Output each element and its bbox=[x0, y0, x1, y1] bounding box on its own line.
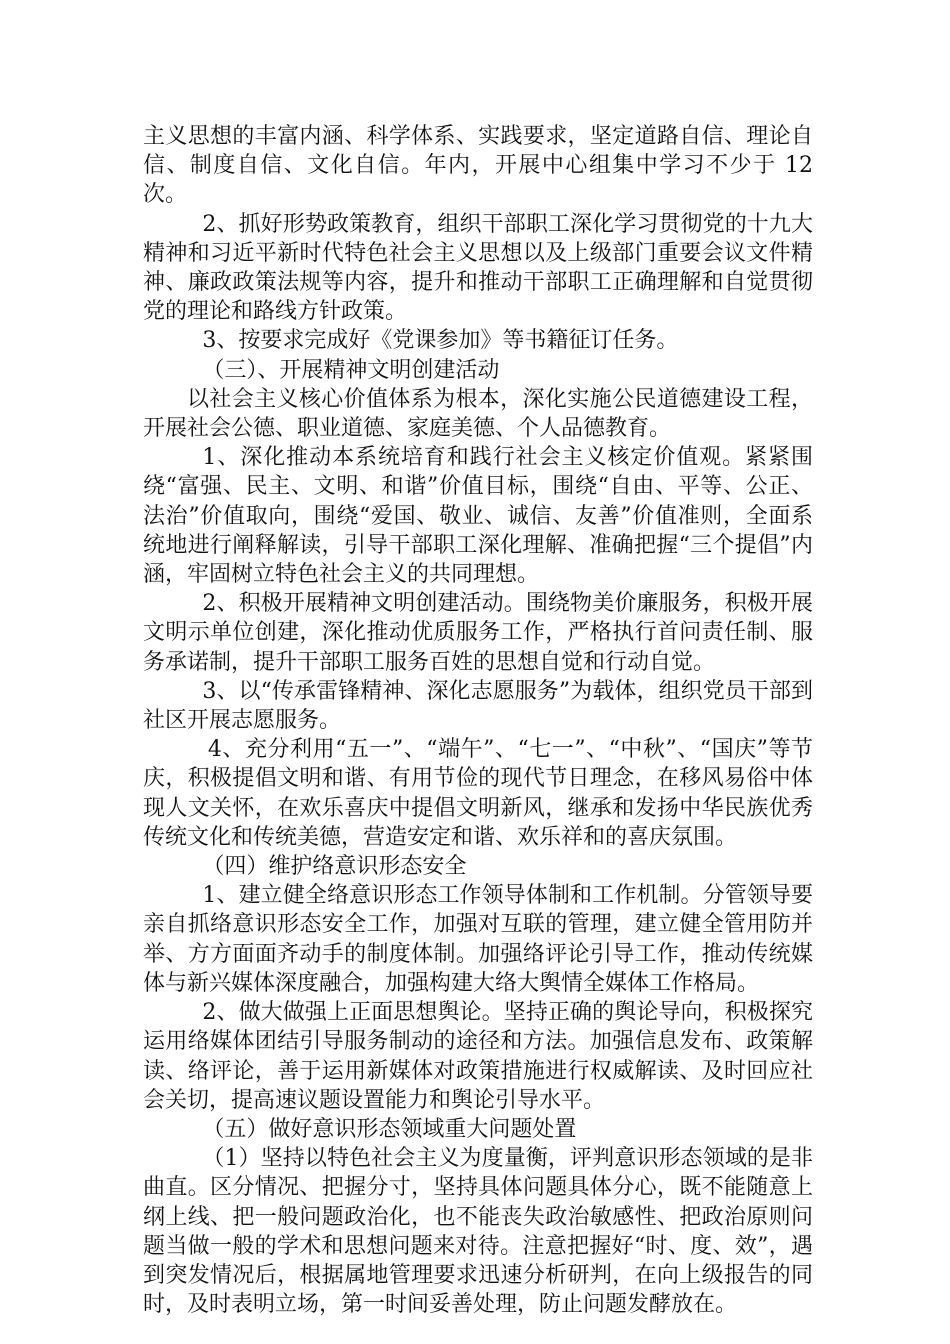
paragraph-continuation: 主义思想的丰富内涵、科学体系、实践要求，坚定道路自信、理论自信、制度自信、文化自信。年内，开展中心组集中学习不少于 12 次。 bbox=[143, 124, 820, 208]
paragraph-item-1-handling: （1）坚持以特色社会主义为度量衡，评判意识形态领域的是非曲直。区分情况、把握分寸，坚持具体问题具体分心，既不能随意上纲上线、把一般问题政治化，也不能丧失政治敏感性、把政治原则问题当做一般的学术和思想问题来对待。注意把握好“时、度、效”，遇到突发情况后，根据属地管理要求迅速分析研判，在向上级报告的同时，及时表明立场，第一时间妥善处理，防止问题发酵放在。 bbox=[143, 1146, 813, 1318]
paragraph-item-4-festivals: 4、充分利用“五一”、“端午”、“七一”、“中秋”、“国庆”等节庆，积极提倡文明和谐、有用节俭的现代节日理念，在移风易俗中体现人文关怀，在欢乐喜庆中提倡文明新风，继承和发扬中华民族优秀传统文化和传统美德，营造安定和谐、欢乐祥和的喜庆氛围。 bbox=[143, 737, 813, 850]
paragraph-item-2-policy-education: 2、抓好形势政策教育，组织干部职工深化学习贯彻党的十九大精神和习近平新时代特色社会主义思想以及上级部门重要会议文件精神、廉政政策法规等内容，提升和推动干部职工正确理解和自觉贯彻党的理论和路线方针政策。 bbox=[143, 211, 813, 325]
paragraph-section-3-intro: 以社会主义核心价值体系为根本，深化实施公民道德建设工程，开展社会公德、职业道德、家庭美德、个人品德教育。 bbox=[143, 386, 813, 442]
section-heading-3: （三）、开展精神文明创建活动 bbox=[202, 357, 500, 383]
section-heading-4: （四）维护络意识形态安全 bbox=[202, 854, 467, 880]
document-body bbox=[143, 122, 820, 1319]
section-heading-5: （五）做好意识形态领域重大问题处置 bbox=[202, 1116, 577, 1142]
paragraph-item-1-network-ideology: 1、建立健全络意识形态工作领导体制和工作机制。分管领导要亲自抓络意识形态安全工作，加强对互联的管理，建立健全管用防并举、方方面面齐动手的制度体制。加强络评论引导工作，推动传统媒体与新兴媒体深度融合，加强构建大络大舆情全媒体工作格局。 bbox=[143, 883, 813, 996]
paragraph-item-3-book-subscription: 3、按要求完成好《党课参加》等书籍征订任务。 bbox=[202, 328, 679, 354]
paragraph-item-2-public-opinion: 2、做大做强上正面思想舆论。坚持正确的舆论导向，积极探究运用络媒体团结引导服务制动的途径和方法。加强信息发布、政策解读、络评论，善于运用新媒体对政策措施进行权威解读、及时回应社会关切，提高速议题设置能力和舆论引导水平。 bbox=[143, 1000, 813, 1113]
paragraph-item-2-civilization: 2、积极开展精神文明创建活动。围绕物美价廉服务，积极开展文明示单位创建，深化推动优质服务工作，严格执行首问责任制、服务承诺制，提升干部职工服务百姓的思想自觉和行动自觉。 bbox=[143, 591, 813, 675]
paragraph-item-3-volunteer: 3、以“传承雷锋精神、深化志愿服务”为载体，组织党员干部到社区开展志愿服务。 bbox=[143, 678, 813, 734]
paragraph-item-1-core-values: 1、深化推动本系统培育和践行社会主义核定价值观。紧紧围绕“富强、民主、文明、和谐”价值目标，围绕“自由、平等、公正、法治”价值取向，围绕“爱国、敬业、诚信、友善”价值准则，全面系统地进行阐释解读，引导干部职工深化理解、准确把握“三个提倡”内涵，牢固树立特色社会主义的共同理想。 bbox=[143, 445, 813, 588]
